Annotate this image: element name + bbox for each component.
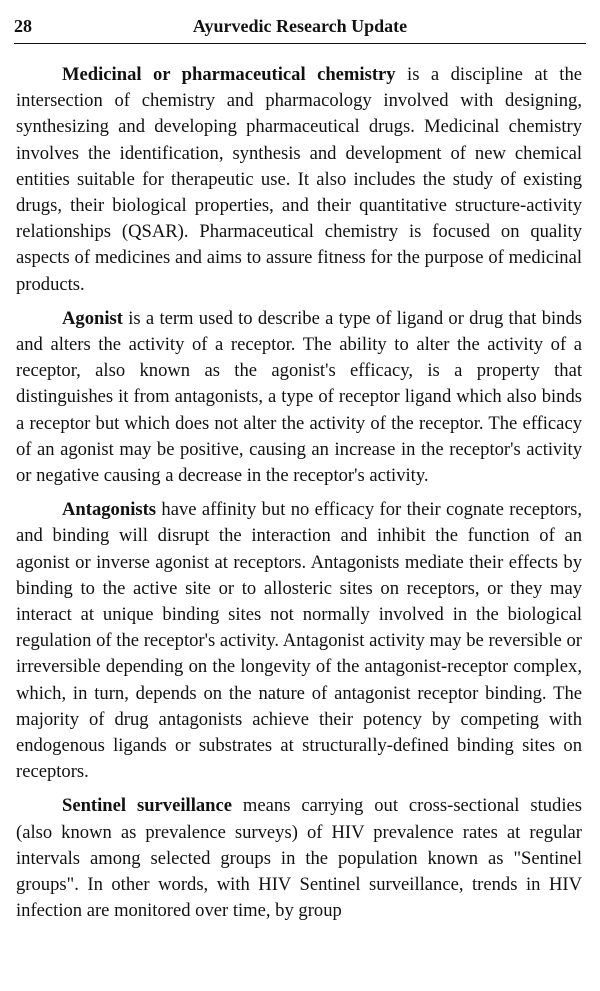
term-sentinel-surveillance: Sentinel surveillance: [62, 795, 232, 817]
body-text: [16, 62, 582, 933]
paragraph-text: is a term used to describe a type of ligand or drug that binds and alters the activity of a receptor. The ability to alter the activity of a receptor, also known as the agonist's efficacy, is a property that distinguishes it from antagonists, a type of receptor ligand which also binds a receptor but which does not alter the activity of the receptor. The efficacy of an agonist may be positive, causing an increase in the receptor's activity or negative causing a decrease in the receptor's activity.: [16, 307, 582, 487]
paragraph-text: is a discipline at the intersection of chemistry and pharmacology involved with designing, synthesizing and developing pharmaceutical drugs. Medicinal chemistry involves the identification, synthesis and development of new chemical entities suitable for therapeutic use. It also includes the study of existing drugs, their biological properties, and their quantitative structure-activity relationships (QSAR). Pharmaceutical chemistry is focused on quality aspects of medicines and aims to assure fitness for the purpose of medicinal products.: [16, 64, 583, 295]
header-rule: [14, 43, 586, 44]
paragraph-antagonists: [16, 497, 582, 785]
paragraph-agonist: [16, 306, 582, 489]
paragraph-text: means carrying out cross-sectional studies (also known as prevalence surveys) of HIV prevalence rates at regular intervals among selected groups in the population known as "Sentinel groups". In other words, with HIV Sentinel surveillance, trends in HIV infection are monitored over time, by group: [16, 795, 582, 922]
paragraph-sentinel-surveillance: [16, 793, 582, 924]
paragraph-text: have affinity but no efficacy for their cognate receptors, and binding will disrupt the interaction and inhibit the function of an agonist or inverse agonist at receptors. Antagonists mediate their effects by binding to the active site or to allosteric sites on receptors, or they may interact at unique binding sites not normally involved in the biological regulation of the receptor's activity. Antagonist activity may be reversible or irreversible depending on the longevity of the antagonist-receptor complex, which, in turn, depends on the nature of antagonist receptor binding. The majority of drug antagonists achieve their potency by competing with endogenous ligands or substrates at structurally-defined binding sites on receptors.: [16, 499, 582, 783]
running-head: [14, 13, 586, 39]
term-medicinal-chemistry: Medicinal or pharmaceutical chemistry: [62, 64, 396, 85]
running-title: Ayurvedic Research Update: [192, 16, 408, 36]
page-number: 28: [14, 16, 32, 36]
paragraph-medicinal-chemistry: [16, 62, 582, 298]
term-antagonists: Antagonists: [62, 499, 157, 521]
term-agonist: Agonist: [62, 307, 123, 329]
